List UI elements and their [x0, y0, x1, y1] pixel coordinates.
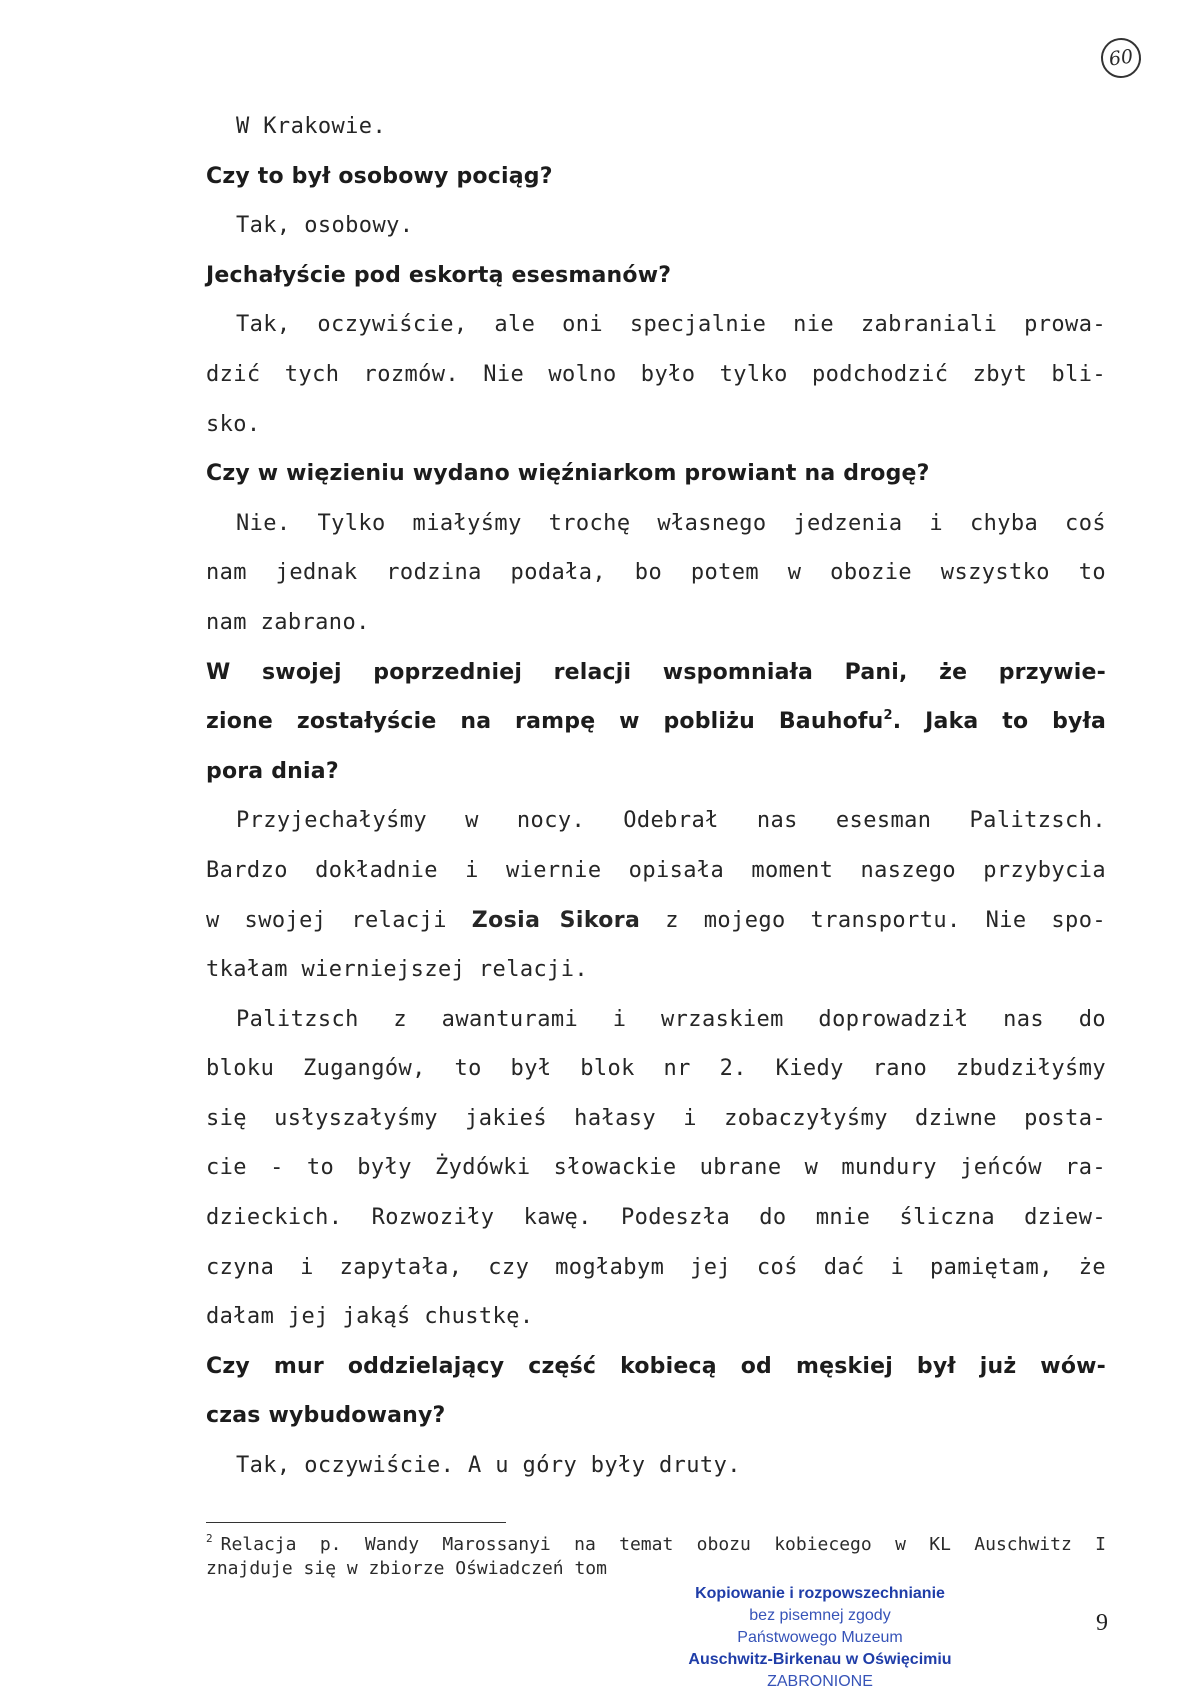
answer-line: bloku Zugangów, to był blok nr 2. Kiedy rano zbudziłyśmy — [206, 1056, 1106, 1082]
stamp-line: Państwowego Muzeum — [737, 1629, 903, 1646]
answer-text: z mojego transportu. Nie spo- — [665, 907, 1106, 933]
answer-line: tkałam wierniejszej relacji. — [206, 957, 589, 983]
answer-line: nam zabrano. — [206, 609, 370, 635]
answer-line: Przyjechałyśmy w nocy. Odebrał nas esesman Palitzsch. — [236, 808, 1106, 834]
question-line: pora dnia? — [206, 758, 339, 784]
stamp-line: Kopiowanie i rozpowszechnianie — [695, 1585, 945, 1602]
answer-line: czyna i zapytała, czy mogłabym jej coś dać i pamiętam, że — [206, 1254, 1106, 1280]
stamp-line: Auschwitz-Birkenau w Oświęcimiu — [688, 1651, 952, 1668]
footnote-line — [206, 1533, 1106, 1557]
question-line: Czy to był osobowy pociąg? — [206, 163, 553, 189]
footnote — [206, 1533, 1106, 1581]
footnote-line: znajduje się w zbiorze Oświadczeń tom — [206, 1558, 607, 1579]
question-line: W swojej poprzedniej relacji wspomniała Pani, że przywie- — [206, 659, 1106, 685]
answer-line: się usłyszałyśmy jakieś hałasy i zobaczyłyśmy dziwne posta- — [206, 1105, 1106, 1131]
stamp-line: ZABRONIONE — [767, 1673, 873, 1690]
handwritten-page-number: 60 — [1098, 35, 1143, 80]
answer-line — [206, 896, 1106, 946]
person-name: Zosia Sikora — [471, 907, 641, 933]
question-line: Czy mur oddzielający część kobiecą od męskiej był już wów- — [206, 1353, 1106, 1379]
answer-line: Nie. Tylko miałyśmy trochę własnego jedzenia i chyba coś — [236, 510, 1106, 536]
answer-line: dzieckich. Rozwoziły kawę. Podeszła do mnie śliczna dziew- — [206, 1205, 1106, 1231]
answer-line: Tak, osobowy. — [236, 213, 414, 239]
question-line: Jechałyście pod eskortą esesmanów? — [206, 262, 672, 288]
answer-line: dzić tych rozmów. Nie wolno było tylko podchodzić zbyt bli- — [206, 361, 1106, 387]
question-text: . Jaka to była — [892, 709, 1106, 735]
answer-line: cie - to były Żydówki słowackie ubrane w mundury jeńców ra- — [206, 1155, 1106, 1181]
answer-line: Bardzo dokładnie i wiernie opisała moment naszego przybycia — [206, 857, 1106, 883]
footnote-marker: 2 — [206, 1532, 213, 1545]
question-line — [206, 697, 1106, 747]
question-line: czas wybudowany? — [206, 1403, 446, 1429]
copyright-stamp — [670, 1583, 970, 1693]
footnote-text: Relacja p. Wandy Marossanyi na temat obozu kobiecego w KL Auschwitz I — [220, 1534, 1106, 1555]
answer-line: Tak, oczywiście, ale oni specjalnie nie zabraniali prowa- — [236, 312, 1106, 338]
footnote-reference: 2 — [883, 708, 893, 724]
page-number: 9 — [1096, 1610, 1108, 1636]
question-line: Czy w więzieniu wydano więźniarkom prowiant na drogę? — [206, 461, 930, 487]
question-text: zione zostałyście na rampę w pobliżu Bauhofu — [206, 709, 884, 735]
answer-text: w swojej relacji — [206, 907, 447, 933]
interview-transcript — [206, 102, 1106, 1491]
answer-line: W Krakowie. — [236, 114, 387, 139]
answer-line: Palitzsch z awanturami i wrzaskiem doprowadził nas do — [236, 1006, 1106, 1032]
answer-line: sko. — [206, 411, 261, 437]
stamp-line: bez pisemnej zgody — [749, 1607, 891, 1624]
answer-line: dałam jej jakąś chustkę. — [206, 1304, 534, 1330]
answer-line: Tak, oczywiście. A u góry były druty. — [236, 1453, 741, 1479]
answer-line: nam jednak rodzina podała, bo potem w obozie wszystko to — [206, 560, 1106, 586]
footnote-divider — [206, 1522, 506, 1523]
